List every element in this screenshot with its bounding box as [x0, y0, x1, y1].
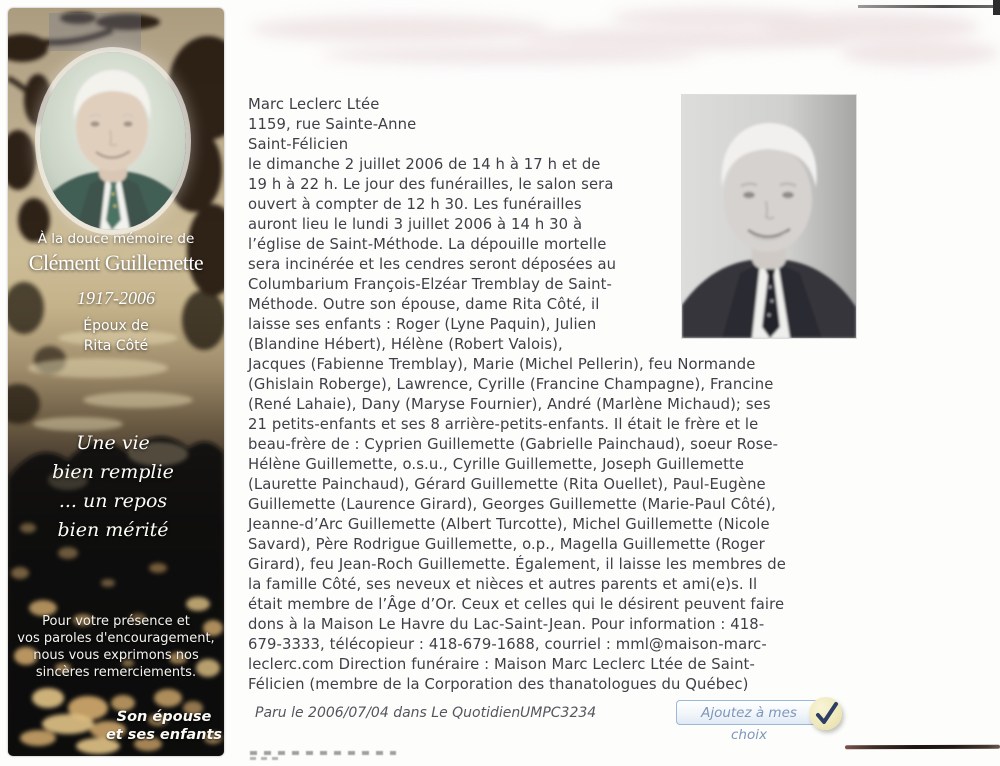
memorial-portrait-photo: [40, 52, 186, 230]
obituary-line: Hélène Guillemette, o.s.u., Cyrille Guillemette, Joseph Guillemette: [248, 456, 745, 473]
thanks-message: Pour votre présence et vos paroles d'encouragement, nous vous exprimons nos sincères remerciements.: [17, 614, 215, 680]
reference-code: UMPC3234: [520, 705, 597, 721]
obituary-line: Jacques (Fabienne Tremblay), Marie (Michel Pellerin), feu Normande: [248, 356, 756, 373]
check-icon[interactable]: [809, 697, 842, 730]
obituary-line: 679-3333, télécopieur : 418-679-1688, courriel : mml@maison-marc-: [248, 636, 767, 653]
obituary-line: Jeanne-d’Arc Guillemette (Albert Turcotte), Michel Guillemette (Nicole: [248, 516, 770, 533]
obituary-line: 21 petits-enfants et ses 8 arrière-petits-enfants. Il était le frère et le: [248, 416, 759, 433]
scan-smudge: [610, 8, 810, 28]
obituary-line: laisse ses enfants : Roger (Lyne Paquin), Julien: [248, 316, 597, 333]
obituary-line: (Laurette Painchaud), Gérard Guillemette (Rita Ouellet), Paul-Eugène: [248, 476, 766, 493]
obituary-line: (René Lahaie), Dany (Maryse Fournier), André (Marlène Michaud); ses: [248, 396, 771, 413]
scan-smudge: [840, 40, 1000, 66]
obituary-line: Marc Leclerc Ltée: [248, 96, 380, 113]
portrait-oval-illustration: [40, 52, 186, 230]
spouse-lines: Époux de Rita Côté: [83, 318, 149, 354]
obituary-line: beau-frère de : Cyprien Guillemette (Gabrielle Painchaud), soeur Rose-: [248, 436, 779, 453]
scan-line-top: [858, 5, 1000, 8]
obituary-line: (Blandine Hébert), Hélène (Robert Valois),: [248, 336, 563, 353]
obituary-line: auront lieu le lundi 3 juillet 2006 à 14 h 30 à: [248, 216, 583, 233]
scan-line-bottom: [845, 745, 1000, 750]
obituary-line: (Ghislain Roberge), Lawrence, Cyrille (Francine Champagne), Francine: [248, 376, 774, 393]
obituary-line: Saint-Félicien: [248, 136, 349, 153]
publication-info: Paru le 2006/07/04 dans Le Quotidien: [255, 705, 521, 721]
obituary-line: la famille Côté, ses neveux et nièces et autres parents et ami(e)s. Il: [248, 576, 758, 593]
memorial-verse: Une vie bien remplie ... un repos bien mérité: [52, 432, 174, 541]
obituary-line: le dimanche 2 juillet 2006 de 14 h à 17 h et de: [248, 156, 601, 173]
obituary-line: Columbarium François-Elzéar Tremblay de Saint-: [248, 276, 612, 293]
obituary-line: sera incinérée et les cendres seront déposées au: [248, 256, 617, 273]
obituary-line: Méthode. Outre son épouse, dame Rita Côté, il: [248, 296, 600, 313]
scan-smudge: [250, 16, 550, 42]
obituary-portrait-photo: [682, 95, 856, 338]
obituary-line: 19 h à 22 h. Le jour des funérailles, le salon sera: [248, 176, 614, 193]
obituary-line: était membre de l’Âge d’Or. Ceux et celles qui le désirent peuvent faire: [248, 596, 785, 613]
scan-cutoff-text-artifact: [250, 751, 396, 755]
obituary-line: leclerc.com Direction funéraire : Maison Marc Leclerc Ltée de Saint-: [248, 656, 755, 673]
obituary-line: Guillemette (Laurence Girard), Georges Guillemette (Marie-Paul Côté),: [248, 496, 776, 513]
scan-cutoff-text-artifact: [250, 757, 278, 760]
obituary-line: l’église de Saint-Méthode. La dépouille mortelle: [248, 236, 607, 253]
obituary-line: dons à la Maison Le Havre du Lac-Saint-Jean. Pour information : 418-: [248, 616, 765, 633]
obituary-line: Girard), feu Jean-Roch Guillemette. Également, il laisse les membres de: [248, 556, 786, 573]
scan-corner-mark: [993, 0, 1000, 15]
card-dedication: À la douce mémoire de: [37, 231, 195, 247]
memorial-card: [8, 8, 224, 756]
add-to-choices-button[interactable]: Ajoutez à mes choix: [676, 700, 822, 725]
scan-smudge: [320, 46, 700, 64]
obituary-line: 1159, rue Sainte-Anne: [248, 116, 417, 133]
obituary-line: ouvert à compter de 12 h 30. Les funérailles: [248, 196, 582, 213]
card-signature: Son épouse et ses enfants: [105, 709, 223, 743]
obituary-line: Félicien (membre de la Corporation des thanatologues du Québec): [248, 676, 749, 693]
deceased-years: 1917-2006: [77, 288, 155, 308]
deceased-name: Clément Guillemette: [28, 250, 204, 275]
obituary-line: Savard), Père Rodrigue Guillemette, o.p., Magella Guillemette (Roger: [248, 536, 765, 553]
scan-shadow-artifact: [49, 13, 141, 51]
portrait-grayscale-illustration: [682, 95, 856, 338]
